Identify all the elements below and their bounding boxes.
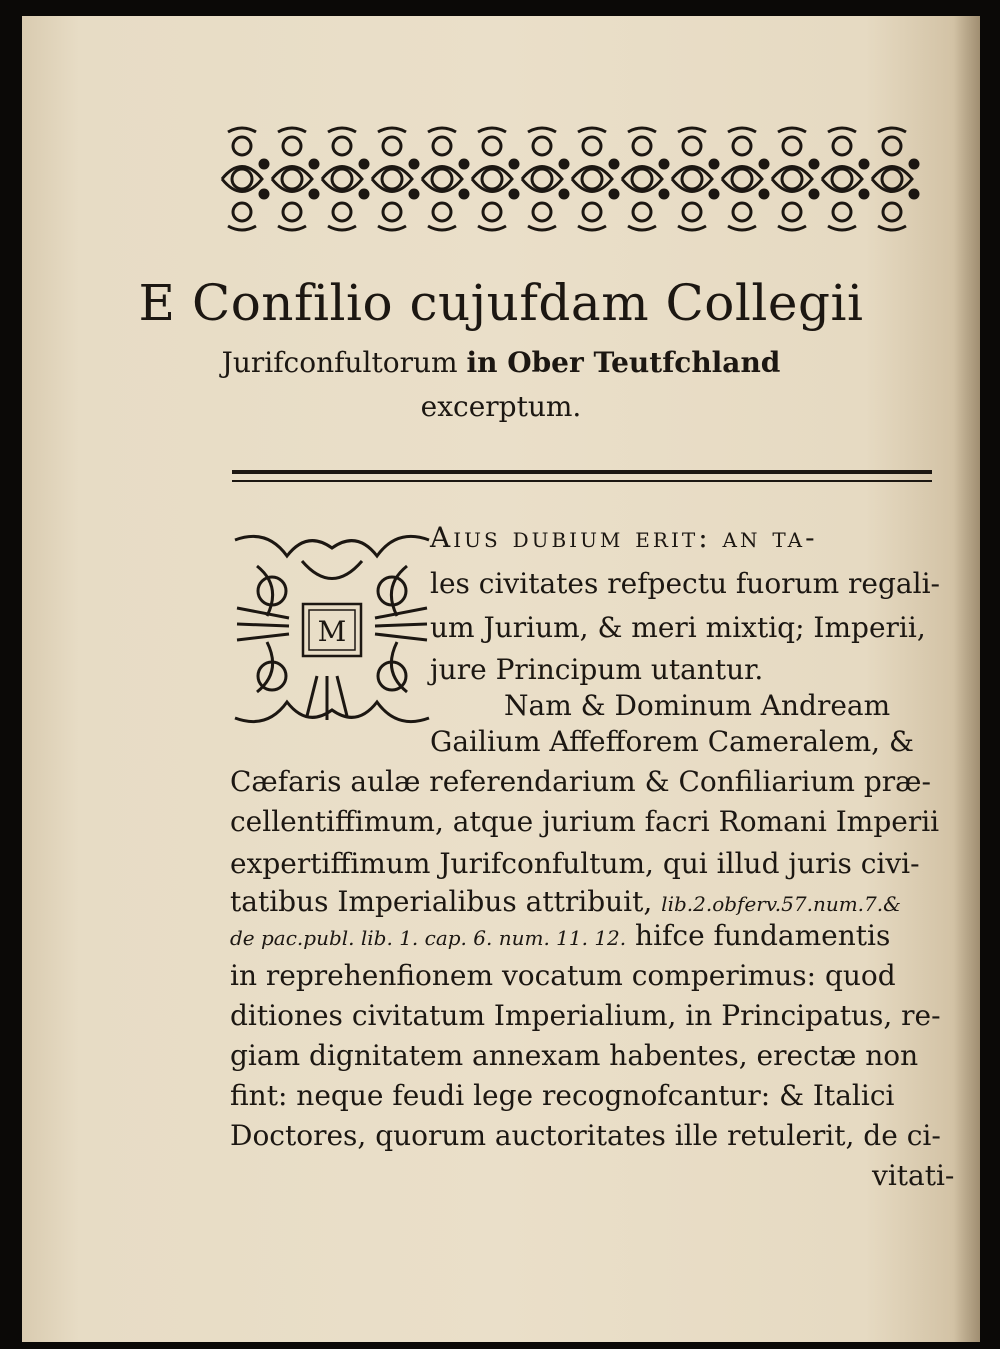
text-line-8: cellentiffimum, atque jurium facri Romani Imperii — [230, 805, 940, 838]
divider-rule-thin — [232, 480, 932, 482]
text-line-13: ditiones civitatum Imperialium, in Principatus, re- — [230, 999, 941, 1032]
text-line-10-main: tatibus Imperialibus attribuit, — [230, 885, 653, 918]
text-line-15: fint: neque feudi lege recognofcantur: & Italici — [230, 1079, 895, 1112]
title-line-2 — [22, 346, 980, 379]
citation-2: de pac.publ. lib. 1. cap. 6. num. 11. 12. — [230, 926, 627, 950]
text-line-12: in reprehenfionem vocatum comperimus: quod — [230, 959, 896, 992]
text-line-11-main: hifce fundamentis — [635, 919, 891, 952]
title-german-part: in Ober Teutfchland — [466, 346, 781, 379]
text-line-1: Aius dubium erit: an ta- — [430, 521, 818, 554]
catchword: vitati- — [872, 1159, 955, 1192]
text-line-2: les civitates refpectu fuorum regali- — [430, 567, 940, 600]
title-latin-part: Jurifconfultorum — [221, 346, 458, 379]
ornamental-initial-m — [227, 526, 437, 732]
decorative-headpiece-ornament — [220, 124, 930, 234]
title-line-3: excerptum. — [420, 390, 582, 423]
text-line-9: expertiffimum Jurifconfultum, qui illud juris civi- — [230, 847, 920, 880]
text-line-3: um Jurium, & meri mixtiq; Imperii, — [430, 611, 926, 644]
text-line-7: Cæfaris aulæ referendarium & Confiliarium præ- — [230, 765, 931, 798]
text-line-16: Doctores, quorum auctoritates ille retulerit, de ci- — [230, 1119, 941, 1152]
divider-rule-thick — [232, 470, 932, 474]
initial-letter: M — [317, 615, 347, 648]
text-line-10 — [230, 885, 901, 918]
text-line-4: jure Principum utantur. — [430, 653, 764, 686]
text-line-5: Nam & Dominum Andream — [504, 689, 891, 722]
book-page — [22, 16, 980, 1342]
text-line-14: giam dignitatem annexam habentes, erectæ non — [230, 1039, 919, 1072]
text-line-11 — [230, 919, 891, 952]
citation-1: lib.2.obferv.57.num.7.& — [661, 892, 901, 916]
title-line-1: E Confilio cujufdam Collegii — [138, 274, 864, 332]
text-line-6: Gailium Affefforem Cameralem, & — [430, 725, 914, 758]
